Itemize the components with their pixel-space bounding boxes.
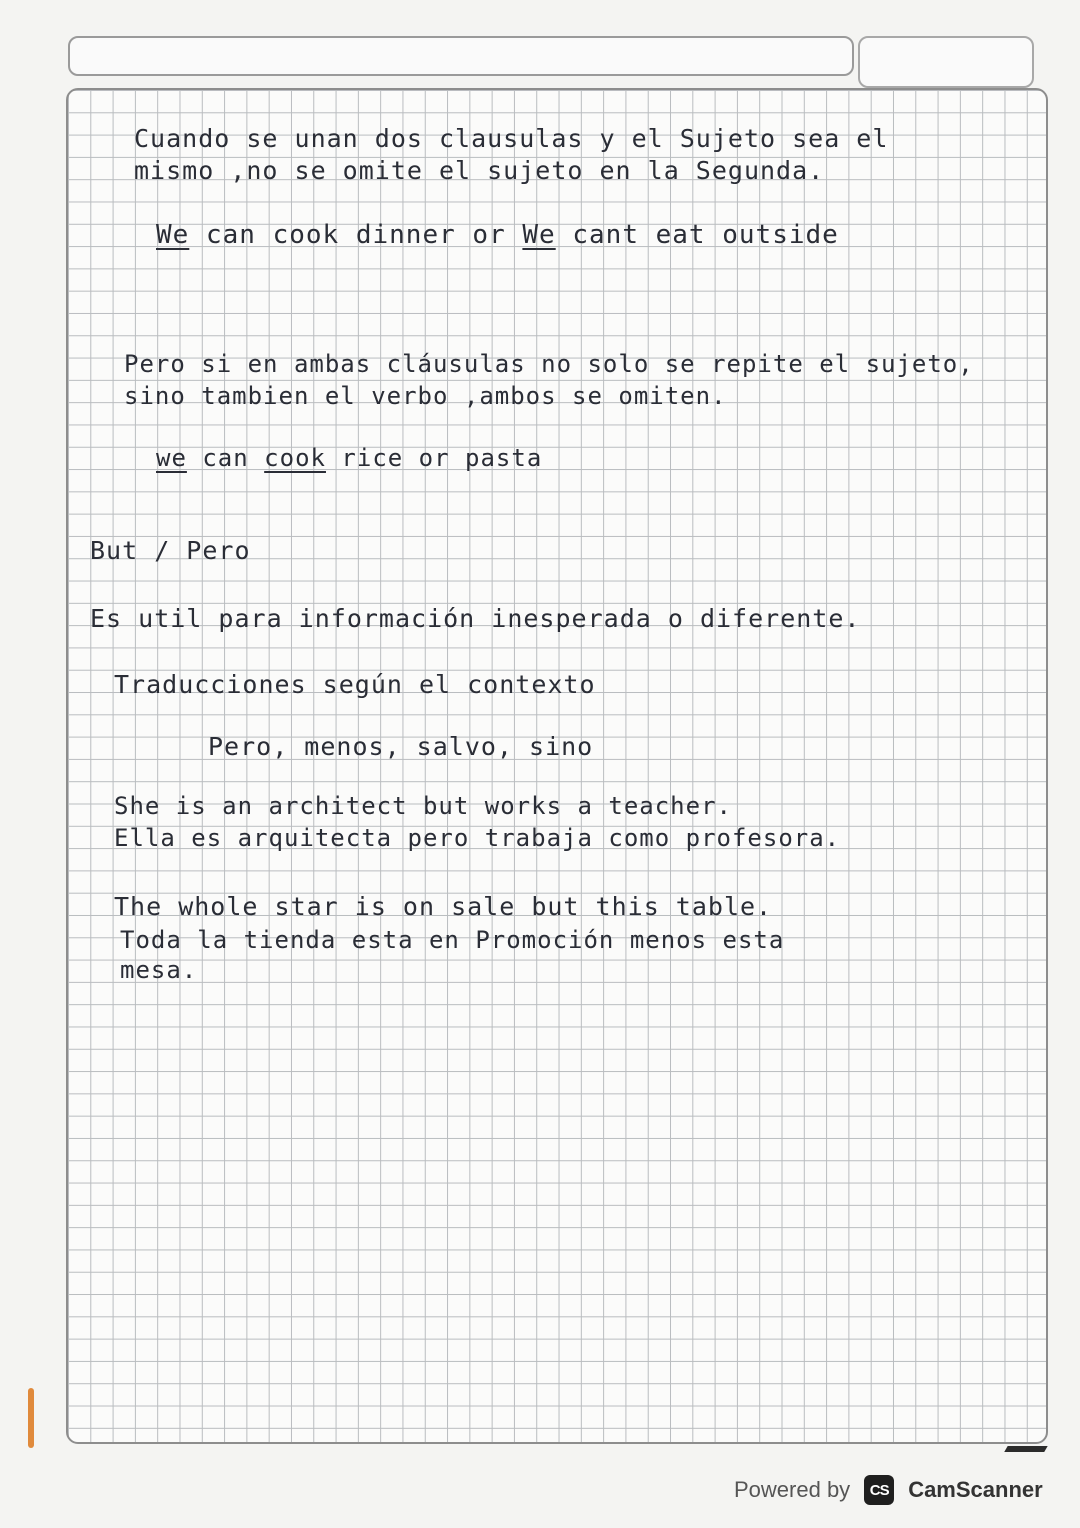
example-sentence xyxy=(156,444,542,472)
example-text: rice or pasta xyxy=(341,444,543,472)
verb-underlined: cook xyxy=(264,444,326,472)
translations-list: Pero, menos, salvo, sino xyxy=(208,732,594,761)
example-english: The whole star is on sale but this table. xyxy=(114,892,773,921)
translations-title: Traducciones según el contexto xyxy=(114,670,596,699)
subject-underlined: We xyxy=(522,220,556,250)
example-sentence xyxy=(156,220,839,250)
subject-underlined: we xyxy=(156,444,187,472)
header-field-box xyxy=(68,36,854,76)
example-english: She is an architect but works a teacher. xyxy=(114,792,732,820)
camscanner-watermark xyxy=(734,1470,1043,1510)
note-line: Cuando se unan dos clausulas y el Sujeto sea el xyxy=(134,124,889,153)
date-field-box xyxy=(858,36,1034,88)
camscanner-logo-icon: CS xyxy=(864,1475,894,1505)
section-heading: But / Pero xyxy=(90,536,251,565)
note-line: mismo ,no se omite el sujeto en la Segunda. xyxy=(134,156,825,185)
example-text: can xyxy=(202,444,249,472)
example-text: cant eat outside xyxy=(572,220,839,250)
example-text: can cook dinner or xyxy=(205,220,506,250)
page-edge-marker xyxy=(28,1388,34,1448)
example-spanish: Ella es arquitecta pero trabaja como profesora. xyxy=(114,824,841,852)
powered-by-text: Powered by xyxy=(734,1477,851,1502)
note-line: sino tambien el verbo ,ambos se omiten. xyxy=(124,382,727,410)
subject-underlined: We xyxy=(156,220,190,250)
definition-line: Es util para información inesperada o diferente. xyxy=(90,604,861,633)
grid-paper-page xyxy=(66,88,1048,1444)
note-line: Pero si en ambas cláusulas no solo se repite el sujeto, xyxy=(124,350,974,378)
example-spanish: Toda la tienda esta en Promoción menos esta xyxy=(120,926,785,954)
example-spanish: mesa. xyxy=(120,956,198,984)
brand-name: CamScanner xyxy=(908,1477,1043,1502)
